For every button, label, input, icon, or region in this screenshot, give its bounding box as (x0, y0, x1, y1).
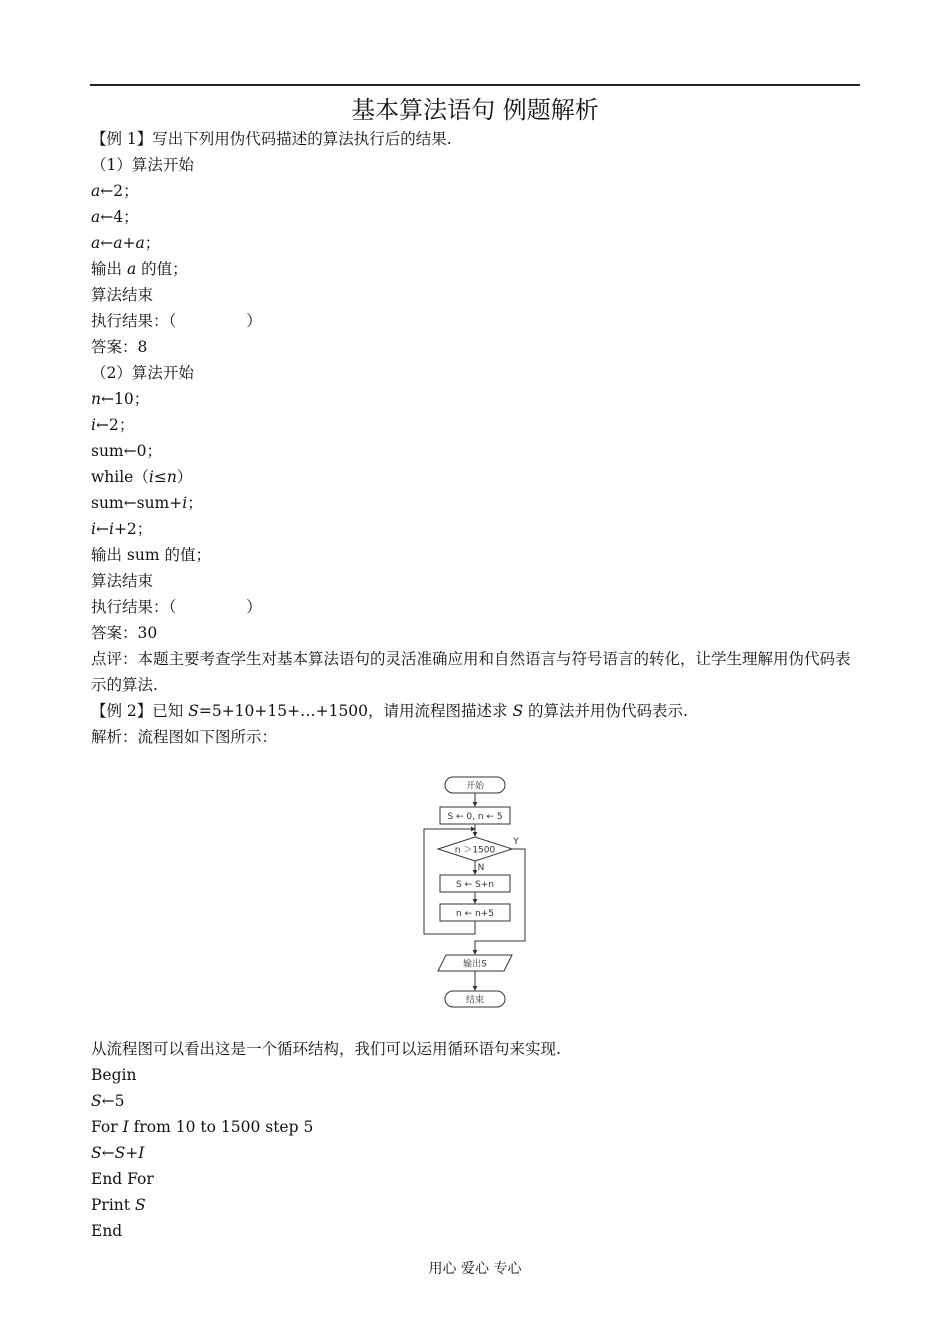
explanation-text: 从流程图可以看出这是一个循环结构，我们可以运用循环语句来实现. (91, 1040, 561, 1058)
code-line (91, 178, 863, 204)
code-line (91, 1140, 863, 1166)
var-i: i (91, 520, 96, 538)
page-footer: 用心 爱心 专心 (428, 1261, 522, 1277)
code-line (91, 490, 863, 516)
step2-label: n ← n+5 (456, 909, 494, 919)
code-line (91, 1088, 863, 1114)
code-text: ； (144, 234, 161, 252)
code-text: sum←sum+ (91, 494, 183, 512)
var-i: i (91, 416, 96, 434)
var-a: a (91, 182, 101, 200)
example-2-code-section (91, 1036, 863, 1244)
part-2-answer: 答案：30 (91, 624, 158, 642)
code-end: End (91, 1222, 123, 1240)
code-line (91, 386, 863, 412)
code-end-for: End For (91, 1170, 154, 1188)
code-line (91, 1192, 863, 1218)
init-label: S ← 0, n ← 5 (447, 812, 503, 822)
code-text: ← (101, 1144, 115, 1162)
no-label: N (477, 863, 485, 873)
var-i: I (138, 1144, 145, 1162)
end-label: 结束 (465, 995, 485, 1006)
part-1-answer: 答案：8 (91, 338, 148, 356)
code-begin: Begin (91, 1066, 137, 1084)
result-close: ） (246, 312, 262, 330)
code-line (91, 256, 863, 282)
example-1-section (91, 126, 863, 750)
example-2-header (91, 698, 863, 724)
output-label: 输出S (463, 959, 487, 970)
yes-label: Y (513, 837, 519, 847)
var-i: I (122, 1118, 129, 1136)
code-line (91, 1114, 863, 1140)
part-1-end: 算法结束 (91, 286, 154, 304)
var-n: n (166, 468, 177, 486)
analysis-text: 解析：流程图如下图所示： (91, 728, 278, 746)
code-text: ←10； (100, 390, 150, 408)
step1-label: S ← S+n (456, 880, 494, 890)
code-text: + (125, 1144, 139, 1162)
var-i: i (148, 468, 154, 486)
code-text: ≤ (153, 468, 167, 486)
header-rule (90, 84, 860, 86)
header-text: 【例 2】已知 (91, 702, 189, 720)
comment-paragraph: 点评：本题主要考查学生对基本算法语句的灵活准确应用和自然语言与符号语言的转化，让学生理解用伪代码表示的算法. (91, 650, 851, 694)
var-s: S (91, 1144, 102, 1162)
code-text: ←2； (100, 182, 139, 200)
part-1-start: （1）算法开始 (91, 156, 194, 174)
var-s: S (114, 1144, 126, 1162)
condition-label: n ＞1500 (454, 845, 496, 856)
code-text: from 10 to 1500 step 5 (128, 1118, 314, 1136)
part-2-result (91, 594, 863, 620)
code-text: while（ (91, 468, 149, 486)
code-text: +2； (113, 520, 153, 538)
code-text: For (91, 1118, 123, 1136)
var-a: a (91, 208, 101, 226)
code-text: ←5 (101, 1092, 125, 1110)
code-text: ←4； (100, 208, 139, 226)
flowchart (420, 774, 530, 1010)
var-a: a (135, 234, 145, 252)
code-text: ← (95, 520, 109, 538)
page-title: 基本算法语句 例题解析 (351, 96, 599, 124)
part-2-end: 算法结束 (91, 572, 154, 590)
code-line (91, 516, 863, 542)
var-n: n (91, 390, 101, 408)
code-text: 的值； (136, 260, 188, 278)
start-label: 开始 (465, 781, 485, 792)
part-1-result (91, 308, 863, 334)
code-line (91, 464, 863, 490)
code-text: Print (91, 1196, 135, 1214)
result-label: 执行结果：（ (91, 312, 177, 330)
header-text: 的算法并用伪代码表示. (523, 702, 688, 720)
var-i: i (182, 494, 188, 512)
result-label: 执行结果：（ (91, 598, 177, 616)
result-close: ） (246, 598, 262, 616)
code-text: ←2； (95, 416, 135, 434)
var-s: S (91, 1092, 102, 1110)
code-line (91, 204, 863, 230)
header-text: =5+10+15+…+1500，请用流程图描述求 (198, 702, 513, 720)
code-text: + (122, 234, 136, 252)
var-s: S (188, 702, 199, 720)
example-1-header: 【例 1】写出下列用伪代码描述的算法执行后的结果. (91, 130, 452, 148)
var-a: a (113, 234, 123, 252)
part-2-start: （2）算法开始 (91, 364, 194, 382)
code-text: ） (176, 468, 193, 486)
var-s: S (512, 702, 524, 720)
code-text: ← (100, 234, 114, 252)
code-text: ； (187, 494, 203, 512)
var-s: S (134, 1196, 146, 1214)
var-i: i (108, 520, 114, 538)
code-line: sum←0； (91, 442, 162, 460)
code-line (91, 230, 863, 256)
code-text: 输出 (91, 260, 127, 278)
code-line (91, 412, 863, 438)
code-line: 输出 sum 的值； (91, 546, 211, 564)
var-a: a (126, 260, 137, 278)
var-a: a (91, 234, 101, 252)
